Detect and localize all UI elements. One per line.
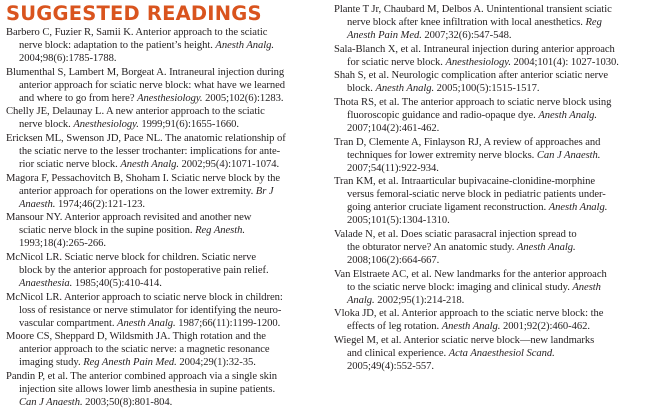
left-column (6, 0, 324, 409)
citation-details: 1974;46(2):121-123. (55, 198, 146, 210)
journal-name: Br J Anaesth. (19, 185, 274, 210)
reference-text: Sala-Blanch X, et al. Intraneural injection during anterior approach for sciatic nerve block. (334, 43, 615, 68)
reference-text: Barbero C, Fuzier R, Samii K. Anterior approach to the sciatic nerve block: adaptation to the patient’s height. (6, 27, 268, 52)
reference-entry (334, 69, 642, 95)
citation-details: 1985;40(5):410-414. (72, 278, 162, 290)
reference-text: Van Elstraete AC, et al. New landmarks for the anterior approach to the sciatic nerve block: imaging and clinical study. (334, 268, 607, 293)
journal-name: Can J Anaesth. (536, 149, 601, 161)
reference-entry (334, 136, 642, 175)
citation-details: 2005;49(4):552-557. (347, 361, 435, 373)
citation-details: 1993;18(4):265-266. (19, 238, 107, 250)
citation-details: 2005;102(6):1283. (202, 92, 284, 104)
citation-details: 2008;106(2):664-667. (347, 255, 440, 267)
reference-text: Ericksen ML, Swenson JD, Pace NL. The anatomic relationship of the sciatic nerve to the lesser trochanter: implications for ante- rior sciatic nerve block. (6, 132, 286, 171)
reference-entry (334, 268, 642, 307)
citation-details: 2005;101(5):1304-1310. (347, 215, 450, 227)
reference-text: Tran KM, et al. Intraarticular bupivacaine-clonidine-morphine versus femoral-sciatic nerve block in pediatric patients under- going anterior cruciate ligament reconstruction. (334, 176, 606, 214)
reference-entry (6, 330, 324, 369)
reference-entry (6, 26, 324, 65)
journal-name: Anesth Analg. (548, 202, 608, 214)
reference-text: Magora F, Pessachovitch B, Shoham I. Sciatic nerve block by the anterior approach for operations on the lower extremity. (6, 172, 281, 197)
journal-name: Reg Anesth Pain Med. (83, 357, 177, 369)
journal-name: Reg Anesth. (195, 225, 245, 237)
citation-details: 2003;50(8):801-804. (82, 397, 173, 409)
journal-name: Anesth Analg. (215, 40, 275, 52)
reference-entry (334, 307, 642, 333)
reference-text: Pandin P, et al. The anterior combined approach via a single skin injection site allows lower limb anesthesia in supine patients. (6, 370, 278, 396)
journal-name: Anesth Analg. (441, 321, 501, 333)
reference-text: Mansour NY. Anterior approach revisited and another new sciatic nerve block in the supine position. (6, 212, 252, 237)
reference-list-left (6, 26, 324, 409)
reference-text: McNicol LR. Anterior approach to sciatic nerve block in children: loss of resistance or nerve stimulator for identifying the neuro- vascular compartment. (6, 291, 283, 329)
citation-details: 1999;91(6):1655-1660. (138, 119, 239, 131)
reference-entry (6, 370, 324, 409)
reference-entry (334, 43, 642, 69)
citation-details: 2002;95(1):214-218. (374, 294, 465, 306)
reference-text: Vloka JD, et al. Anterior approach to the sciatic nerve block: the effects of leg rotation. (334, 308, 604, 333)
journal-name: Anesthesiology. (445, 56, 511, 68)
citation-details: 2004;98(6):1785-1788. (19, 53, 117, 65)
reference-entry (334, 175, 642, 227)
journal-name: Anaesthesia. (19, 278, 73, 290)
journal-name: Anesth Analg. (517, 242, 576, 254)
citation-details: 2005;100(5):1515-1517. (434, 83, 540, 95)
reference-entry (6, 211, 324, 250)
journal-name: Anesth Analg. (538, 109, 597, 121)
reference-entry (334, 3, 642, 42)
reference-entry (6, 105, 324, 131)
reference-text: Tran D, Clemente A, Finlayson RJ, A review of approaches and techniques for lower extremity nerve blocks. (334, 136, 601, 161)
citation-details: 2007;54(11):922-934. (347, 162, 439, 174)
reference-entry (334, 96, 642, 135)
reference-entry (6, 291, 324, 330)
reference-text: Shah S, et al. Neurologic complication after anterior sciatic nerve block. (334, 70, 609, 95)
right-column (334, 0, 642, 373)
journal-name: Reg Anesth Pain Med. (347, 17, 602, 42)
citation-details: 2007;104(2):461-462. (347, 123, 440, 135)
citation-details: 1987;66(11):1199-1200. (175, 317, 281, 329)
reference-entry (334, 228, 642, 267)
citation-details: 2007;32(6):547-548. (421, 30, 512, 42)
reference-text: Wiegel M, et al. Anterior sciatic nerve block—new landmarks and clinical experience. (334, 334, 595, 359)
reference-entry (334, 334, 642, 373)
reference-entry (6, 66, 324, 105)
citation-details: 2002;95(4):1071-1074. (178, 159, 280, 171)
reference-text: Chelly JE, Delaunay L. A new anterior approach to the sciatic nerve block. (6, 106, 265, 131)
journal-name: Anesth Analg. (120, 159, 179, 171)
section-heading: SUGGESTED READINGS (6, 2, 262, 25)
reference-text: Blumenthal S, Lambert M, Borgeat A. Intraneural injection during anterior approach for sciatic nerve block: what have we learned and where to go from here? (6, 66, 285, 104)
reference-text: McNicol LR. Sciatic nerve block for children. Sciatic nerve block by the anterior approach for postoperative pain relief. (6, 251, 269, 277)
reference-list-right (334, 3, 642, 373)
citation-details: 2004;29(1):32-35. (176, 357, 256, 369)
journal-name: Can J Anaesth. (19, 397, 83, 409)
reference-entry (6, 172, 324, 211)
reference-text: Thota RS, et al. The anterior approach to sciatic nerve block using fluoroscopic guidance and radio-opaque dye. (334, 96, 612, 121)
journal-name: Anesth Analg. (375, 83, 435, 95)
citation-details: 2001;92(2):460-462. (500, 321, 590, 333)
journal-name: Anesth Analg. (347, 281, 601, 306)
journal-name: Anesthesiology. (137, 92, 203, 104)
reference-entry (6, 132, 324, 171)
reference-entry (6, 251, 324, 290)
reference-text: Moore CS, Sheppard D, Wildsmith JA. Thigh rotation and the anterior approach to the sciatic nerve: a magnetic resonance imaging study. (6, 331, 270, 369)
journal-name: Acta Anaesthesiol Scand. (448, 347, 555, 359)
reference-text: Valade N, et al. Does sciatic parasacral injection spread to the obturator nerve? An anatomic study. (334, 228, 577, 254)
reference-text: Plante T Jr, Chaubard M, Delbos A. Unintentional transient sciatic nerve block after knee infiltration with local anesthetics. (334, 4, 612, 29)
citation-details: 2004;101(4): 1027-1030. (510, 56, 619, 68)
journal-name: Anesth Analg. (117, 317, 176, 329)
journal-name: Anesthesiology. (73, 119, 139, 131)
